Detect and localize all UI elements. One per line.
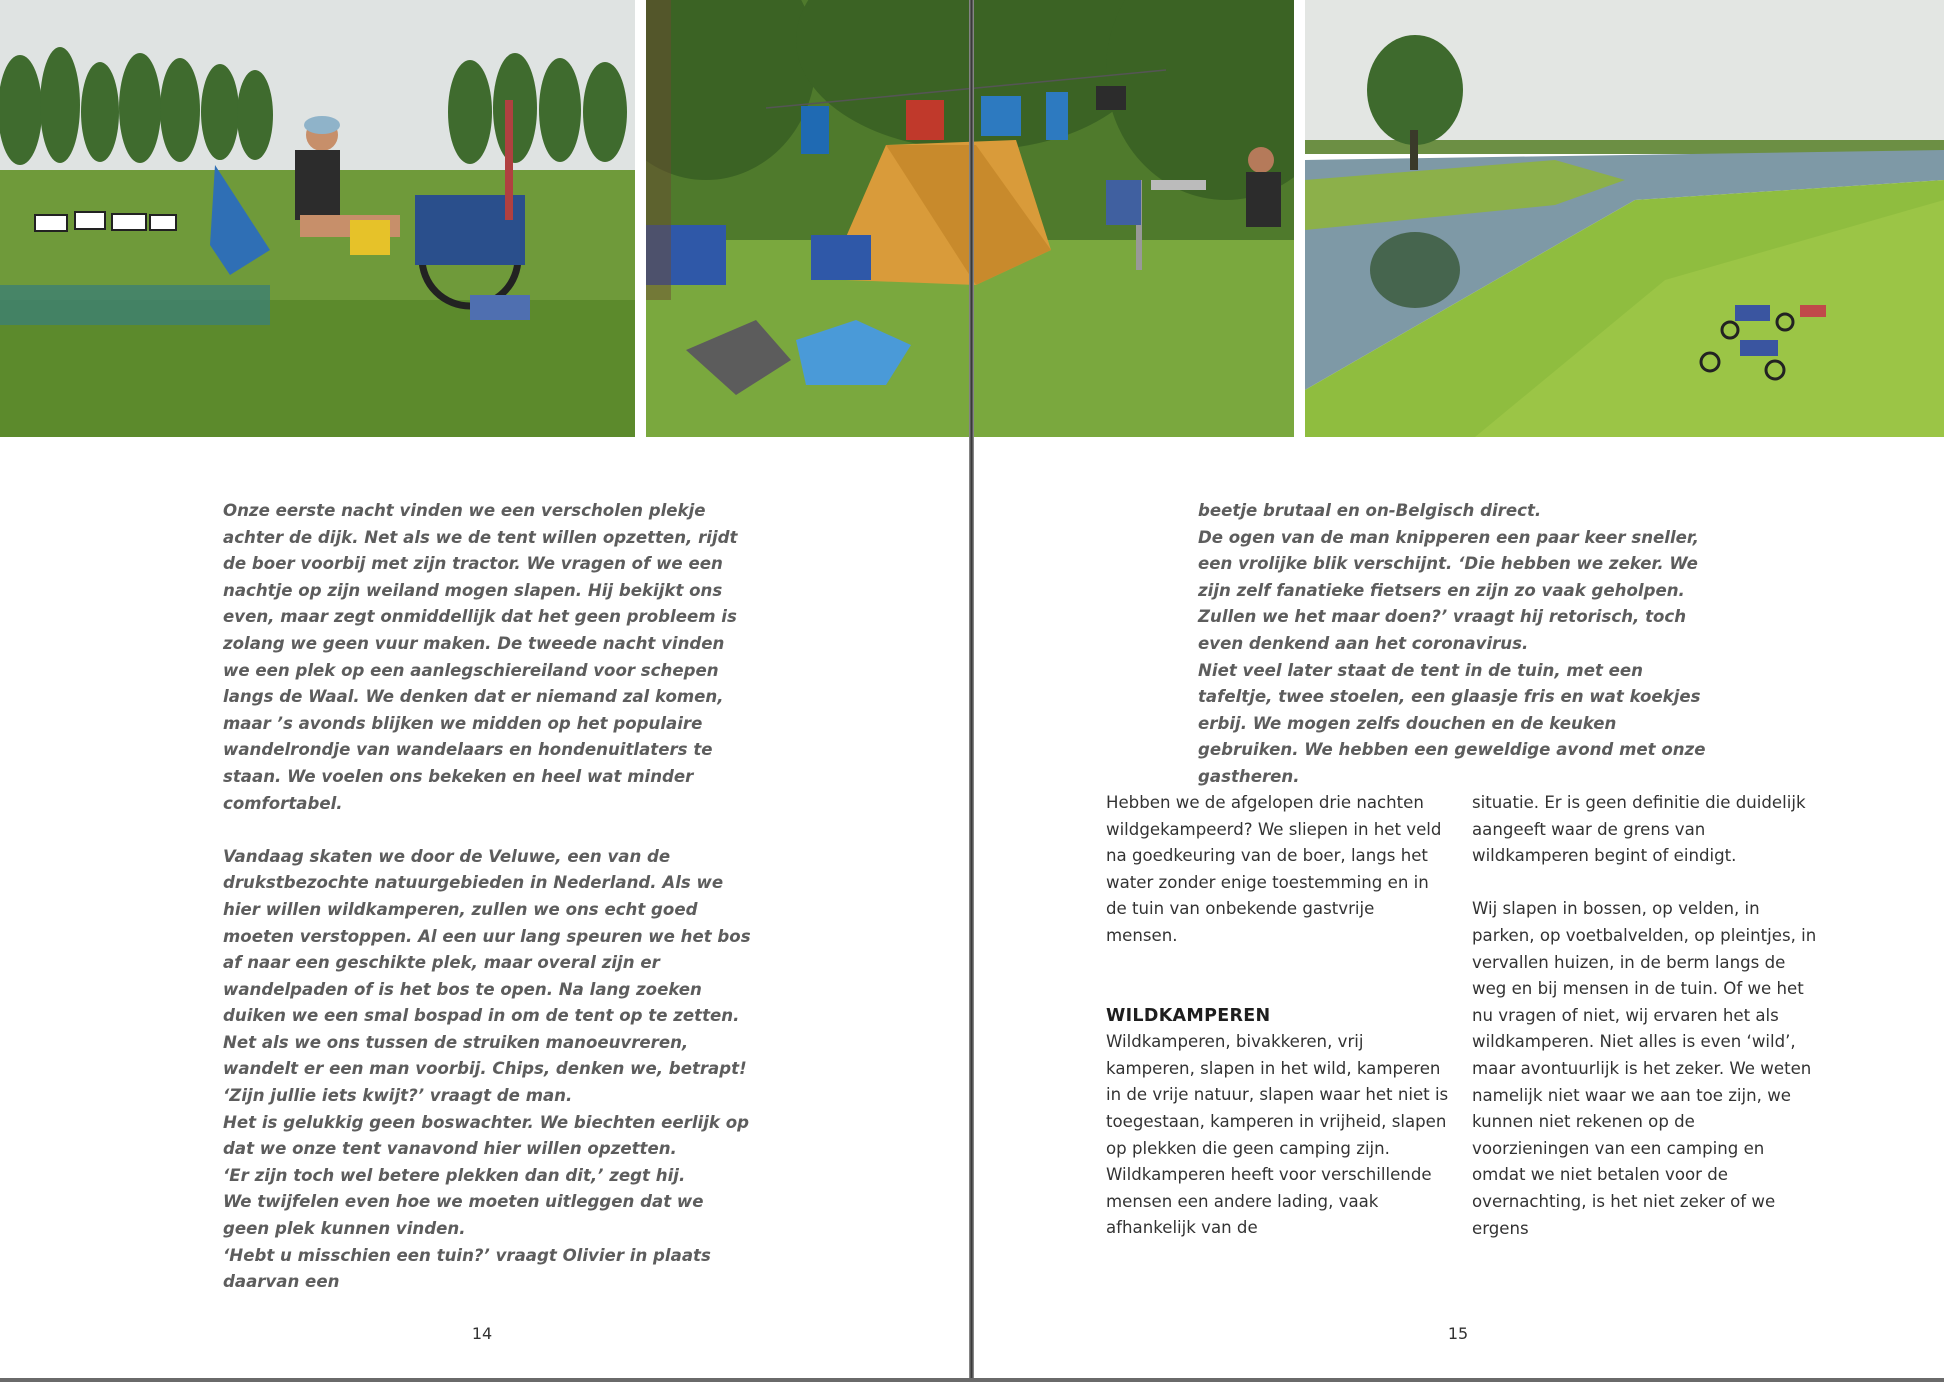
column-2-paragraph-2: Wij slapen in bossen, op velden, in parken, op voetbalvelden, op pleintjes, in vervallen huizen, in de berm langs de weg en bij mensen in de tuin. Of we het nu vragen of niet, wij ervaren het als wildkamperen. Niet alles is even ‘wild’, maar avontuurlijk is het zeker. We weten namelijk niet waar we aan toe zijn, we kunnen niet rekenen op de voorzieningen van een camping en omdat we niet betalen voor de overnachting, is het niet zeker of we ergens [1472, 899, 1817, 1238]
photo-meadow-camp [0, 0, 635, 437]
page-gutter [969, 0, 974, 1382]
left-paragraph-1: Onze eerste nacht vinden we een verscholen plekje achter de dijk. Net als we de tent willen opzetten, rijdt de boer voorbij met zijn tractor. We vragen of we een nachtje op zijn weiland mogen slapen. Hij bekijkt ons even, maar zegt onmiddellijk dat het geen probleem is zolang we geen vuur maken. De tweede nacht vinden we een plek op een aanlegschiereiland voor schepen langs de Waal. We denken dat er niemand zal komen, maar ’s avonds blijken we midden op het populaire wandelrondje van wandelaars en hondenuitlaters te staan. We voelen ons bekeken en heel wat minder comfortabel. [223, 501, 738, 813]
right-intro-3: Niet veel later staat de tent in de tuin, met een tafeltje, twee stoelen, een glaasje fris en wat koekjes erbij. We mogen zelfs douchen en de keuken gebruiken. We hebben een geweldige avond met onze gastheren. [1198, 660, 1706, 786]
left-paragraph-2: Vandaag skaten we door de Veluwe, een van de drukstbezochte natuurgebieden in Nederland. Als we hier willen wildkamperen, zullen we ons echt goed moeten verstoppen. Al een uur lang speuren we het bos af naar een geschikte plek, maar overal zijn er wandelpaden of is het bos te open. Na lang zoeken duiken we een smal bospad in om de tent op te zetten. Net als we ons tussen de struiken manoeuvreren, wandelt er een man voorbij. Chips, denken we, betrapt! [223, 846, 751, 1079]
right-column-2 [1472, 790, 1817, 1242]
page-number-left: 14 [471, 1324, 493, 1343]
left-dialogue-better: ‘Er zijn toch wel betere plekken dan dit,’ zegt hij. [223, 1165, 686, 1185]
page-number-right: 15 [1447, 1324, 1469, 1343]
column-2-paragraph-1: situatie. Er is geen definitie die duidelijk aangeeft waar de grens van wildkamperen begint of eindigt. [1472, 793, 1806, 866]
column-1-paragraph-1: Hebben we de afgelopen drie nachten wildgekampeerd? We sliepen in het veld na goedkeuring van de boer, langs het water zonder enige toestemming en in de tuin van onbekende gastvrije mensen. [1106, 793, 1442, 945]
right-intro-1: beetje brutaal en on-Belgisch direct. [1198, 501, 1542, 520]
right-intro-2: De ogen van de man knipperen een paar keer sneller, een vrolijke blik verschijnt. ‘Die hebben we zeker. We zijn zelf fanatieke fietsers en zijn zo vaak geholpen. Zullen we het maar doen?’ vraagt hij retorisch, toch even denkend aan het coronavirus. [1198, 527, 1699, 653]
left-dialogue-doubt: We twijfelen even hoe we moeten uitleggen dat we geen plek kunnen vinden. [223, 1192, 704, 1239]
photo-river-dike [1305, 0, 1944, 437]
section-heading: WILDKAMPEREN [1106, 1005, 1271, 1026]
left-dialogue-confess: Het is gelukkig geen boswachter. We biechten eerlijk op dat we onze tent vanavond hier willen opzetten. [223, 1112, 749, 1159]
right-page-intro [1198, 498, 1718, 791]
page-bottom-edge [0, 1378, 1944, 1382]
left-dialogue-garden: ‘Hebt u misschien een tuin?’ vraagt Olivier in plaats daarvan een [223, 1245, 711, 1292]
column-1-paragraph-2: Wildkamperen, bivakkeren, vrij kamperen, slapen in het wild, kamperen in de vrije natuur, slapen waar het niet is toegestaan, kamperen in vrijheid, slapen op plekken die geen camping zijn. Wildkamperen heeft voor verschillende mensen een andere lading, vaak afhankelijk van de [1106, 1032, 1449, 1238]
right-column-1 [1106, 790, 1451, 1242]
left-page-text [223, 498, 753, 1296]
left-dialogue-question: ‘Zijn jullie iets kwijt?’ vraagt de man. [223, 1086, 573, 1106]
